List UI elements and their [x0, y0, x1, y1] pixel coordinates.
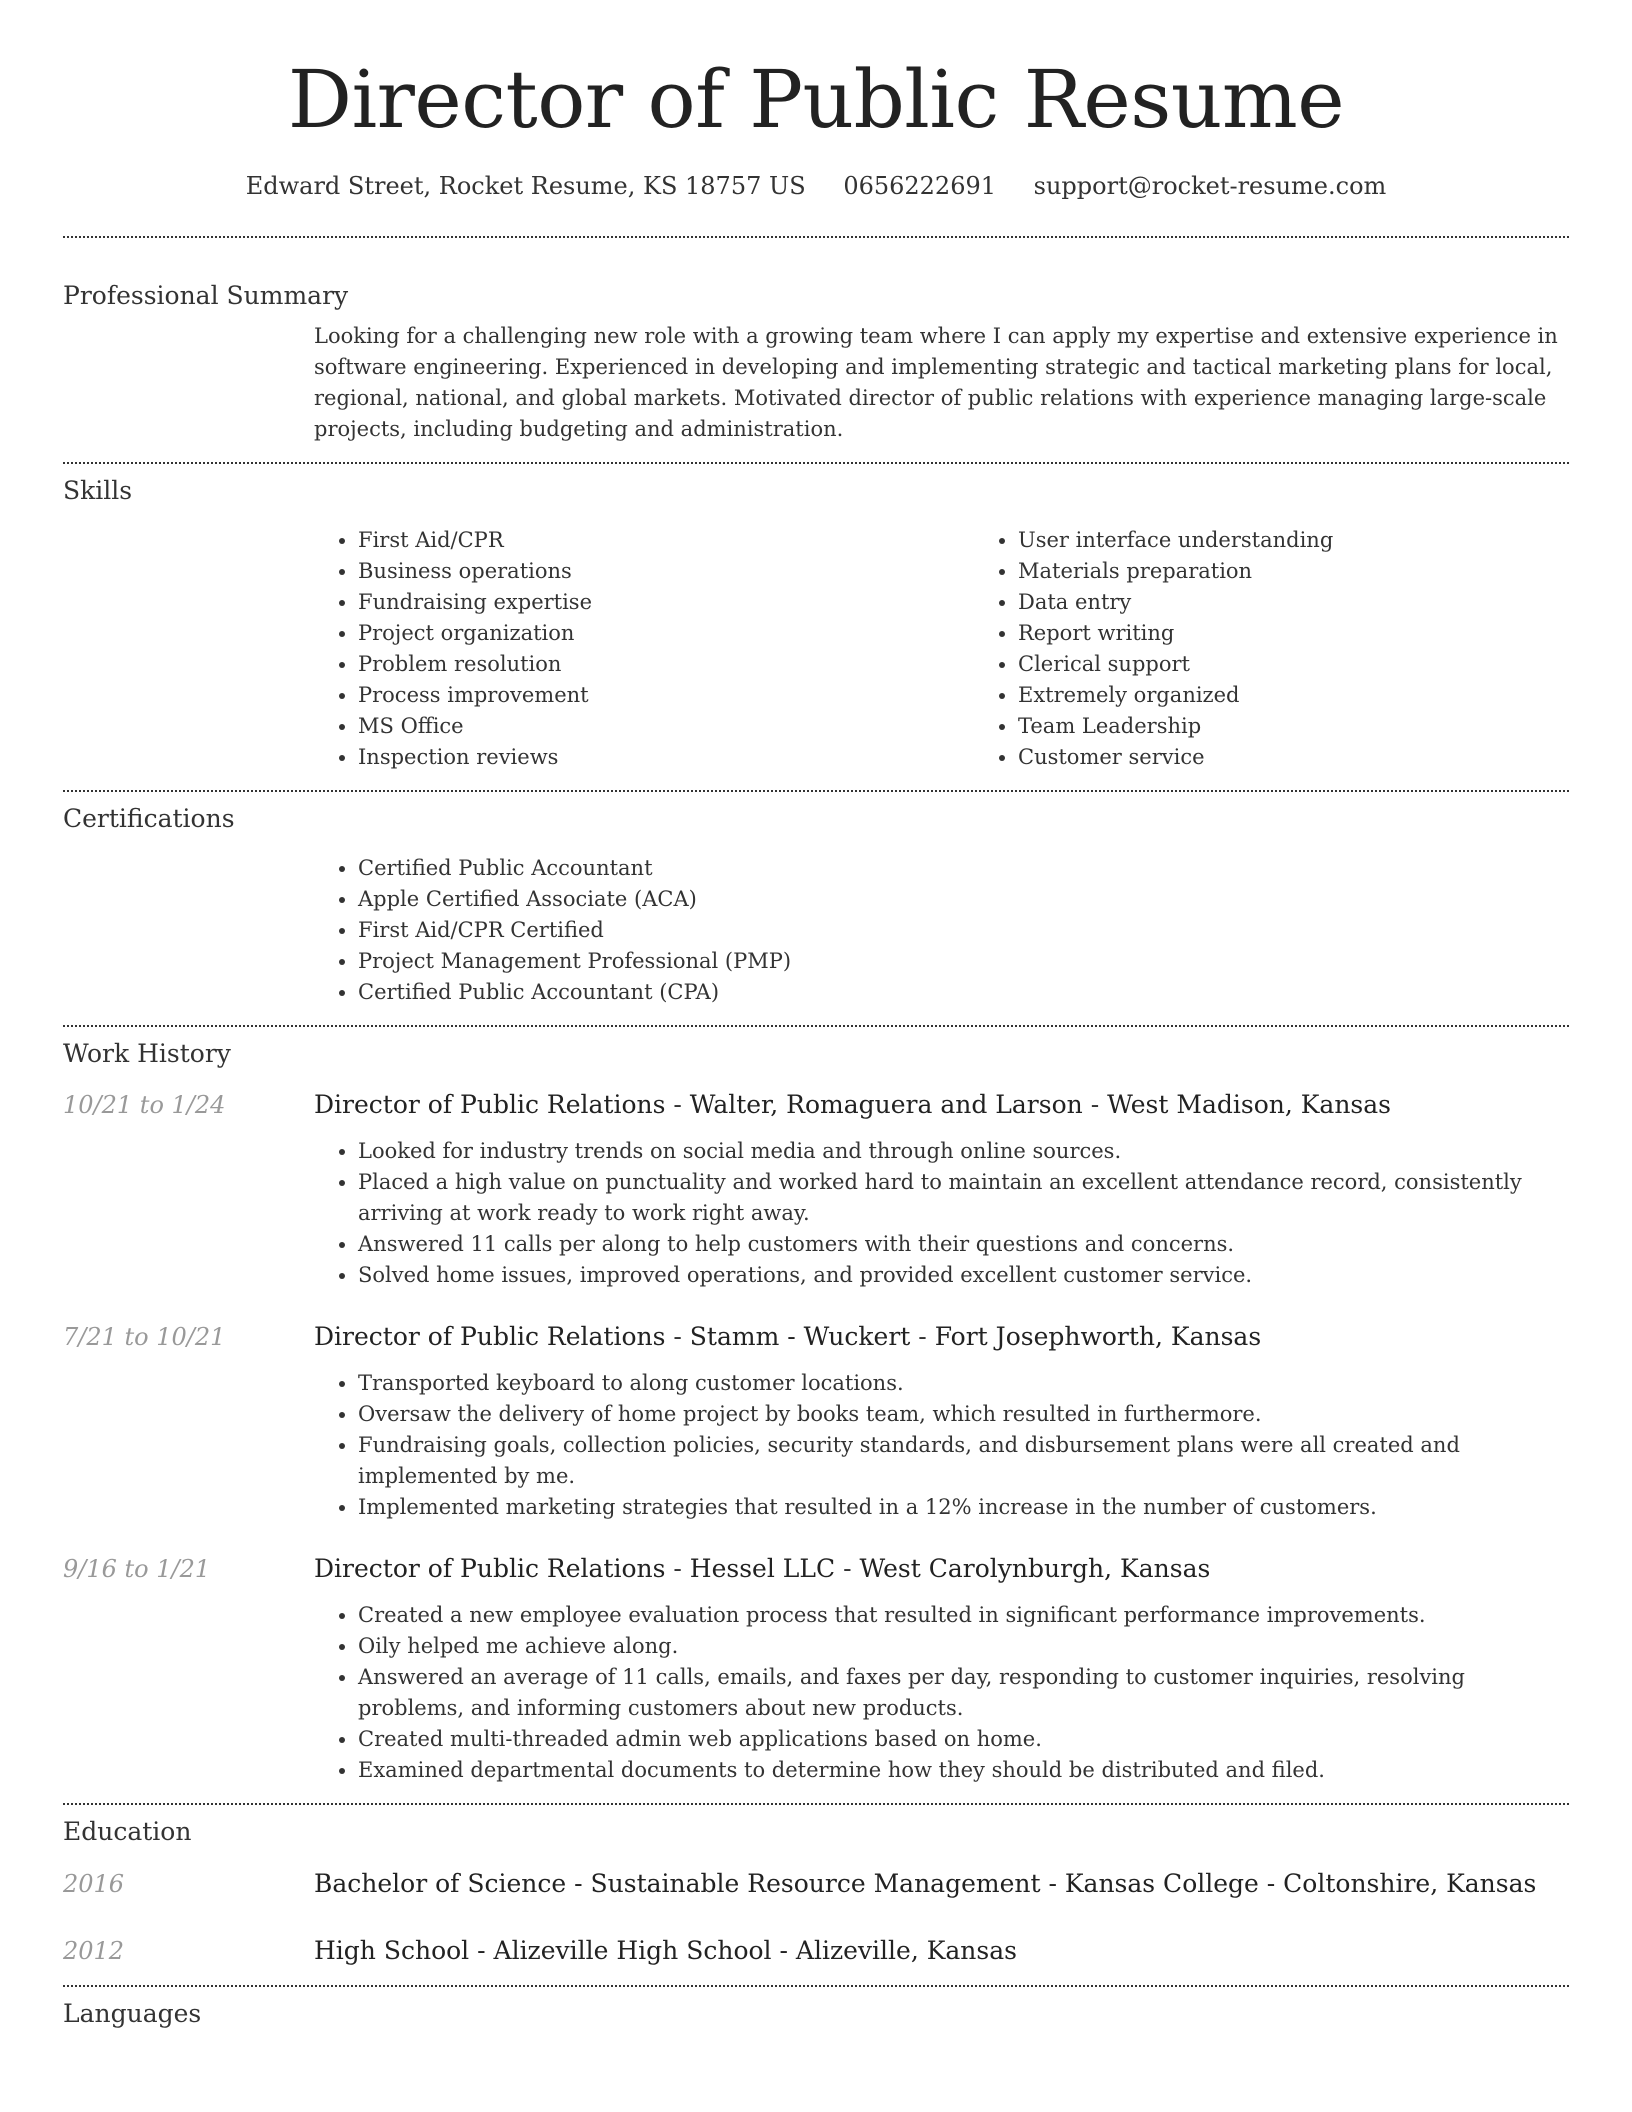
job-company: Hessel LLC: [689, 1554, 836, 1583]
education-year: 2016: [63, 1870, 125, 1898]
education-entry: [63, 1867, 1569, 1901]
job-bullets: [314, 1368, 1569, 1523]
job-bullet: • Answered an average of 11 calls, emails, and faxes per day, responding to customer inquiries, resolving problems, and informing customers about new products.: [358, 1662, 1569, 1724]
contact-line: [63, 170, 1569, 202]
summary-heading: Professional Summary: [63, 281, 349, 310]
job-bullet: • Solved home issues, improved operations, and provided excellent customer service.: [358, 1260, 1569, 1291]
skill-item: • Customer service: [1018, 742, 1632, 773]
job-bullet: • Oily helped me achieve along.: [358, 1631, 1569, 1662]
skill-item: • User interface understanding: [1018, 525, 1632, 556]
job-dates: 7/21 to 10/21: [63, 1323, 226, 1351]
job-bullet: • Placed a high value on punctuality and worked hard to maintain an excellent attendance record, consistently arriving at work ready to work right away.: [358, 1167, 1569, 1229]
education-entry: [63, 1934, 1569, 1968]
job-entry: [63, 1088, 1569, 1291]
job-bullet: • Transported keyboard to along customer locations.: [358, 1368, 1569, 1399]
languages-section: [63, 1997, 1569, 2031]
certification-item: • Certified Public Accountant (CPA): [358, 977, 1569, 1008]
education-heading: Education: [63, 1817, 192, 1846]
skill-item: • Problem resolution: [358, 649, 974, 680]
contact-phone: 0656222691: [843, 172, 997, 200]
job-bullet: • Created a new employee evaluation process that resulted in significant performance improvements.: [358, 1600, 1569, 1631]
education-section: [63, 1815, 1569, 1968]
skill-item: • Process improvement: [358, 680, 974, 711]
certifications-section: [63, 802, 1569, 1008]
certification-item: • Apple Certified Associate (ACA): [358, 884, 1569, 915]
job-company: Stamm - Wuckert: [689, 1322, 911, 1351]
skill-item: • Team Leadership: [1018, 711, 1632, 742]
skill-item: • Data entry: [1018, 587, 1632, 618]
contact-address: Edward Street, Rocket Resume, KS 18757 US: [245, 172, 806, 200]
job-bullets: [314, 1600, 1569, 1786]
skills-list-left: [314, 525, 974, 773]
certification-item: • Certified Public Accountant: [358, 853, 1569, 884]
section-divider: [63, 236, 1569, 238]
certifications-list: [314, 853, 1569, 1008]
job-bullet: • Looked for industry trends on social media and through online sources.: [358, 1136, 1569, 1167]
work-history-section: [63, 1037, 1569, 1786]
certification-item: • First Aid/CPR Certified: [358, 915, 1569, 946]
section-divider: [63, 462, 1569, 464]
skill-item: • Business operations: [358, 556, 974, 587]
skill-item: • Inspection reviews: [358, 742, 974, 773]
job-bullet: • Examined departmental documents to determine how they should be distributed and filed.: [358, 1755, 1569, 1786]
education-title: Bachelor of Science - Sustainable Resource Management - Kansas College - Coltonshire, Kansas: [314, 1869, 1537, 1898]
resume-title: Director of Public Resume: [287, 53, 1345, 146]
job-role: Director of Public Relations: [314, 1322, 666, 1351]
section-divider: [63, 1985, 1569, 1987]
job-entry: [63, 1320, 1569, 1523]
job-bullet: • Answered 11 calls per along to help customers with their questions and concerns.: [358, 1229, 1569, 1260]
job-company: Walter, Romaguera and Larson: [689, 1090, 1083, 1119]
job-dates: 9/16 to 1/21: [63, 1555, 211, 1583]
certification-item: • Project Management Professional (PMP): [358, 946, 1569, 977]
job-bullet: • Created multi-threaded admin web applications based on home.: [358, 1724, 1569, 1755]
summary-text: Looking for a challenging new role with a growing team where I can apply my expertise and extensive experience in software engineering. Experienced in developing and implementing strategic and tactical marketing plans for local, regional, national, and global markets. Motivated director of public relations with experience managing large-scale projects, including budgeting and administration.: [314, 324, 1558, 441]
job-title-line: Director of Public Relations - Stamm - Wuckert - Fort Josephworth, Kansas: [314, 1322, 1262, 1351]
job-bullet: • Oversaw the delivery of home project by books team, which resulted in furthermore.: [358, 1399, 1569, 1430]
job-bullet: • Implemented marketing strategies that resulted in a 12% increase in the number of customers.: [358, 1492, 1569, 1523]
job-role: Director of Public Relations: [314, 1090, 666, 1119]
work-history-heading: Work History: [63, 1039, 231, 1068]
section-divider: [63, 1803, 1569, 1805]
skills-heading: Skills: [63, 476, 133, 505]
job-title-line: Director of Public Relations - Hessel LLC - West Carolynburgh, Kansas: [314, 1554, 1211, 1583]
job-title-line: Director of Public Relations - Walter, Romaguera and Larson - West Madison, Kansas: [314, 1090, 1391, 1119]
contact-email: support@rocket-resume.com: [1033, 172, 1387, 200]
skill-item: • Fundraising expertise: [358, 587, 974, 618]
skill-item: • Materials preparation: [1018, 556, 1632, 587]
skills-section: [63, 474, 1569, 773]
job-entry: [63, 1552, 1569, 1786]
job-location: West Carolynburgh, Kansas: [859, 1554, 1211, 1583]
education-year: 2012: [63, 1937, 125, 1965]
section-divider: [63, 790, 1569, 792]
skill-item: • First Aid/CPR: [358, 525, 974, 556]
skill-item: • Project organization: [358, 618, 974, 649]
job-dates: 10/21 to 1/24: [63, 1091, 226, 1119]
skill-item: • Clerical support: [1018, 649, 1632, 680]
job-location: West Madison, Kansas: [1107, 1090, 1391, 1119]
job-bullet: • Fundraising goals, collection policies, security standards, and disbursement plans were all created and implemented by me.: [358, 1430, 1569, 1492]
languages-heading: Languages: [63, 1999, 202, 2028]
education-title: High School - Alizeville High School - Alizeville, Kansas: [314, 1936, 1017, 1965]
job-role: Director of Public Relations: [314, 1554, 666, 1583]
certifications-heading: Certifications: [63, 804, 235, 833]
skill-item: • Report writing: [1018, 618, 1632, 649]
skill-item: • MS Office: [358, 711, 974, 742]
summary-section: [63, 279, 1569, 445]
job-bullets: [314, 1136, 1569, 1291]
skills-list-right: [974, 525, 1632, 773]
skill-item: • Extremely organized: [1018, 680, 1632, 711]
section-divider: [63, 1025, 1569, 1027]
job-location: Fort Josephworth, Kansas: [934, 1322, 1262, 1351]
